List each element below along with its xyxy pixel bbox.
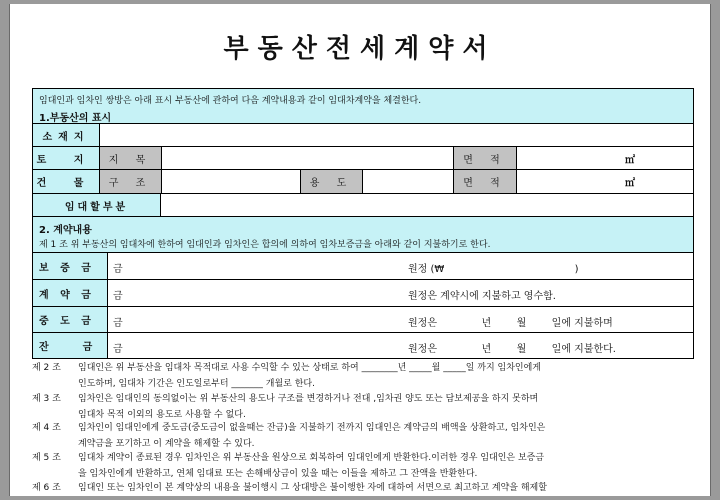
building-area-unit: ㎡: [625, 178, 635, 189]
land-area-label: 면 적: [453, 146, 517, 170]
use-label: 용 도: [300, 169, 363, 194]
lease-part-label: 임대할부분: [32, 193, 161, 217]
building-area-label: 면 적: [453, 169, 517, 194]
down-payment-value[interactable]: [107, 279, 694, 307]
balance-label: 잔 금: [32, 332, 108, 359]
article-4-line-1: 임차인이 임대인에게 중도금(중도금이 없을때는 잔금)을 지불하기 전까지 임대인은 계약금의 배액을 상환하고, 임차인은: [78, 423, 546, 433]
article-4-line-2: 계약금을 포기하고 이 계약을 해제할 수 있다.: [78, 439, 255, 449]
structure-value[interactable]: [161, 169, 301, 194]
window-frame-right: [710, 0, 720, 500]
land-area-value[interactable]: [516, 146, 694, 170]
deposit-label: 보 증 금: [32, 252, 108, 280]
document-title: 부동산전세계약서: [223, 34, 497, 64]
article-2-line-2: 인도하며, 임대차 기간은 인도일로부터 _______ 개월로 한다.: [78, 379, 315, 389]
article-3-line-1: 임차인은 임대인의 동의없이는 위 부동산의 용도나 구조를 변경하거나 전대 ,임차권 양도 또는 담보제공을 하지 못하며: [78, 394, 539, 404]
balance-value[interactable]: [107, 332, 694, 359]
section2-heading: 2. 계약내용: [39, 225, 92, 236]
location-label: 소재지: [32, 123, 100, 147]
article-5-line-2: 을 임차인에게 반환하고, 연체 임대료 또는 손해배상금이 있을 때는 이들을 제하고 그 잔액을 반환한다.: [78, 469, 478, 479]
deposit-note: 원정 (₩ ): [408, 264, 579, 275]
down-payment-prefix: 금: [113, 291, 123, 302]
section1-heading: 1.부동산의 표시: [39, 113, 112, 124]
deposit-value[interactable]: [107, 252, 694, 280]
article-6-number: 제 6 조: [32, 483, 61, 493]
article-3-line-2: 임대차 목적 이외의 용도로 사용할 수 없다.: [78, 410, 246, 420]
article-5-number: 제 5 조: [32, 453, 61, 463]
article-4-number: 제 4 조: [32, 423, 61, 433]
interim-payment-note: 원정은 년 월 일에 지불하며: [408, 318, 613, 329]
document-page: [10, 4, 710, 496]
article-3-number: 제 3 조: [32, 394, 61, 404]
down-payment-note: 원정은 계약시에 지불하고 영수함.: [408, 291, 556, 302]
structure-label: 구 조: [99, 169, 162, 194]
building-area-value[interactable]: [516, 169, 694, 194]
location-value[interactable]: [99, 123, 694, 147]
down-payment-label: 계 약 금: [32, 279, 108, 307]
article1-text: 제 1 조 위 부동산의 임대차에 한하여 임대인과 임차인은 합의에 의하여 임차보증금을 아래와 같이 지불하기로 한다.: [39, 240, 491, 250]
lease-part-value[interactable]: [160, 193, 694, 217]
balance-note: 원정은 년 월 일에 지불한다.: [408, 344, 616, 355]
deposit-prefix: 금: [113, 264, 123, 275]
intro-block: [32, 88, 694, 124]
article-2-number: 제 2 조: [32, 363, 61, 373]
article-6-line-1: 임대인 또는 임차인이 본 계약상의 내용을 불이행시 그 상대방은 불이행한 자에 대하여 서면으로 최고하고 계약을 해제할: [78, 483, 547, 493]
interim-payment-value[interactable]: [107, 306, 694, 333]
land-category-label: 지 목: [99, 146, 162, 170]
interim-payment-label: 중 도 금: [32, 306, 108, 333]
land-label: 토 지: [32, 146, 100, 170]
interim-payment-prefix: 금: [113, 318, 123, 329]
article-2-line-1: 임대인은 위 부동산을 임대차 목적대로 사용 수익할 수 있는 상태로 하여 ________년 _____월 _____일 까지 임차인에게: [78, 363, 541, 373]
window-frame-bottom: [0, 496, 720, 500]
article-5-line-1: 임대차 계약이 종료된 경우 임차인은 위 부동산을 원상으로 회복하여 임대인에게 반환한다.이러한 경우 임대인은 보증금: [78, 453, 545, 463]
intro-text: 임대인과 임차인 쌍방은 아래 표시 부동산에 관하여 다음 계약내용과 같이 임대차계약을 체결한다.: [39, 96, 422, 106]
land-area-unit: ㎡: [625, 154, 635, 166]
balance-prefix: 금: [113, 344, 123, 355]
window-frame-left: [0, 0, 10, 500]
building-label: 건 물: [32, 169, 100, 194]
use-value[interactable]: [362, 169, 454, 194]
section2-block: [32, 216, 694, 253]
land-category-value[interactable]: [161, 146, 454, 170]
